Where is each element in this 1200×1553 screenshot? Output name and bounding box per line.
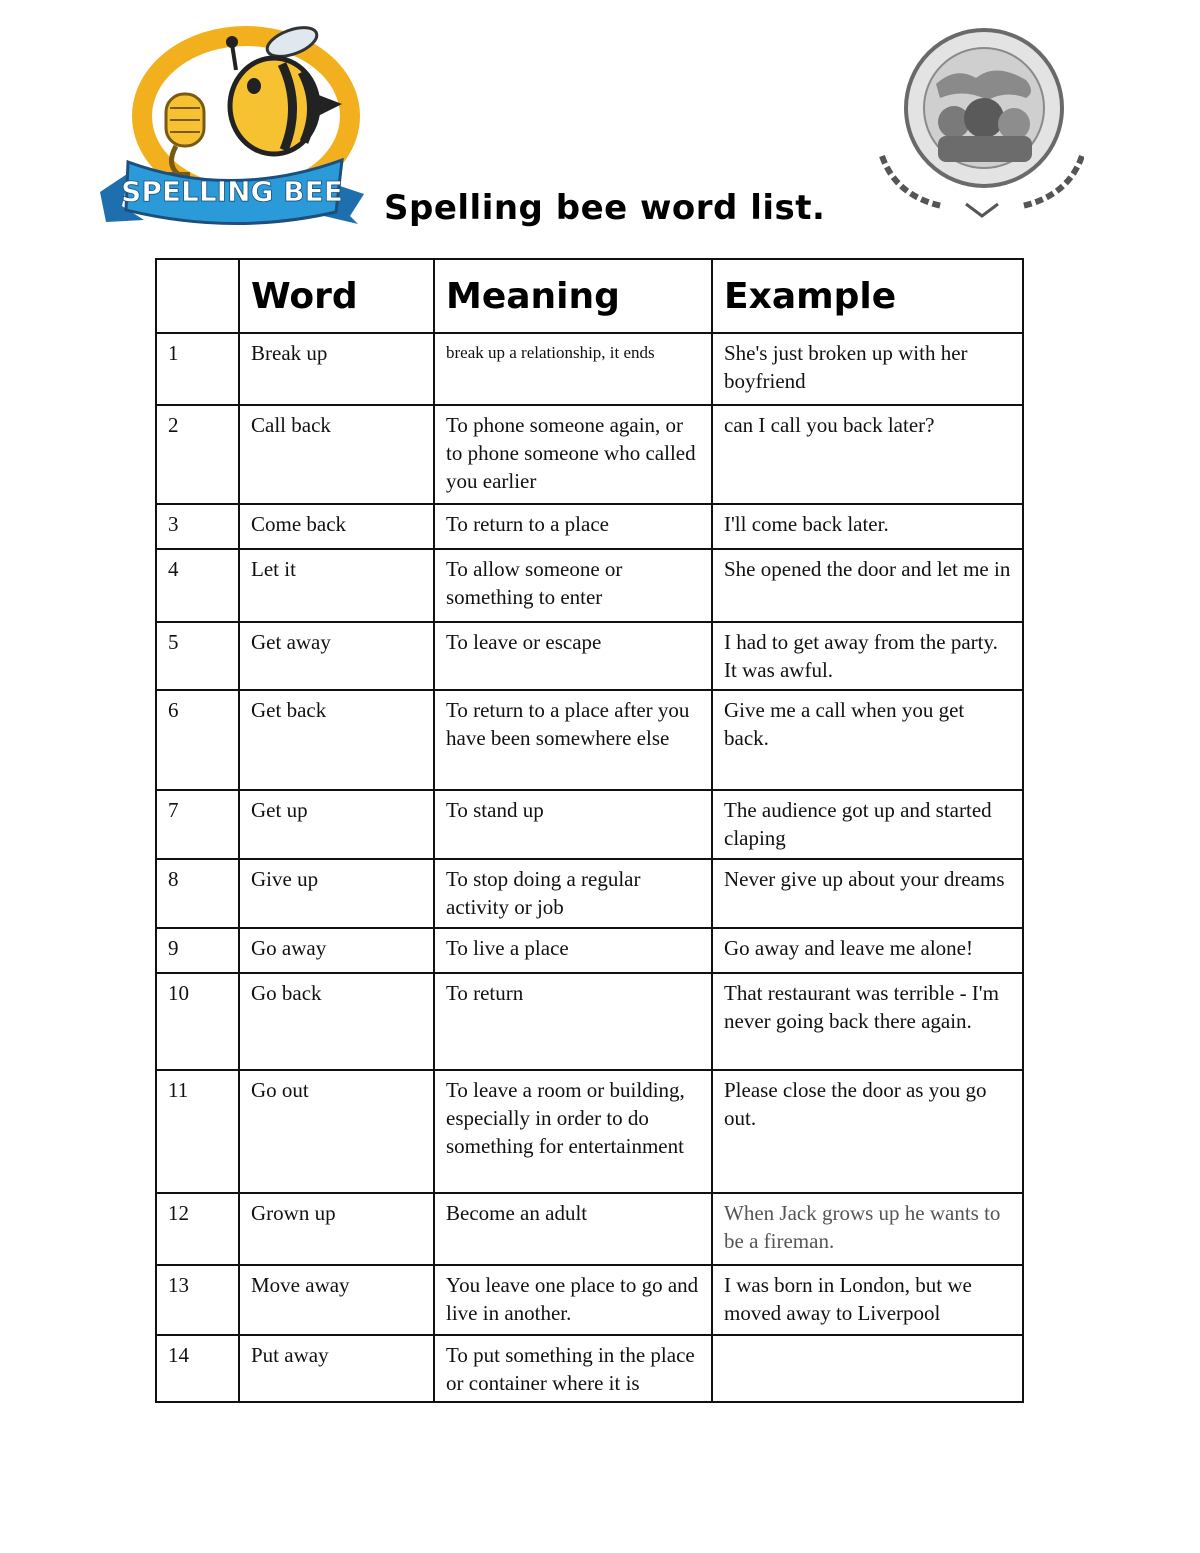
row-example: Give me a call when you get back.	[712, 690, 1023, 790]
row-word: Get back	[239, 690, 434, 790]
row-meaning: To return	[434, 973, 712, 1070]
row-number: 7	[156, 790, 239, 859]
row-meaning: To leave a room or building, especially in order to do something for entertainment	[434, 1070, 712, 1193]
row-word: Put away	[239, 1335, 434, 1402]
row-example: She's just broken up with her boyfriend	[712, 333, 1023, 405]
row-meaning: To put something in the place or container where it is	[434, 1335, 712, 1402]
table-row	[156, 859, 1023, 928]
table-row	[156, 1335, 1023, 1402]
header-meaning: Meaning	[434, 259, 712, 333]
row-word: Go out	[239, 1070, 434, 1193]
row-word: Break up	[239, 333, 434, 405]
table-row	[156, 790, 1023, 859]
svg-text:SPELLING BEE: SPELLING BEE	[121, 175, 343, 208]
row-meaning: To return to a place	[434, 504, 712, 549]
row-meaning: To return to a place after you have been somewhere else	[434, 690, 712, 790]
row-meaning: To stand up	[434, 790, 712, 859]
row-example: I'll come back later.	[712, 504, 1023, 549]
row-word: Go away	[239, 928, 434, 973]
row-example	[712, 1335, 1023, 1402]
row-example: Go away and leave me alone!	[712, 928, 1023, 973]
row-example: When Jack grows up he wants to be a fireman.	[712, 1193, 1023, 1265]
row-number: 9	[156, 928, 239, 973]
row-word: Come back	[239, 504, 434, 549]
row-meaning: You leave one place to go and live in another.	[434, 1265, 712, 1335]
row-example: Never give up about your dreams	[712, 859, 1023, 928]
row-meaning: To stop doing a regular activity or job	[434, 859, 712, 928]
header-word: Word	[239, 259, 434, 333]
header-number	[156, 259, 239, 333]
table-row	[156, 1265, 1023, 1335]
row-meaning: To live a place	[434, 928, 712, 973]
table-row	[156, 1193, 1023, 1265]
row-word: Go back	[239, 973, 434, 1070]
row-word: Move away	[239, 1265, 434, 1335]
row-example: She opened the door and let me in	[712, 549, 1023, 622]
row-word: Give up	[239, 859, 434, 928]
row-word: Let it	[239, 549, 434, 622]
table-row	[156, 549, 1023, 622]
table-row	[156, 333, 1023, 405]
row-example: That restaurant was terrible - I'm never going back there again.	[712, 973, 1023, 1070]
row-example: can I call you back later?	[712, 405, 1023, 504]
row-number: 6	[156, 690, 239, 790]
spelling-bee-logo	[96, 24, 368, 236]
row-number: 8	[156, 859, 239, 928]
table-header-row	[156, 259, 1023, 333]
row-word: Get up	[239, 790, 434, 859]
row-number: 14	[156, 1335, 239, 1402]
table-row	[156, 690, 1023, 790]
row-example: Please close the door as you go out.	[712, 1070, 1023, 1193]
row-number: 4	[156, 549, 239, 622]
row-number: 1	[156, 333, 239, 405]
row-number: 2	[156, 405, 239, 504]
row-number: 3	[156, 504, 239, 549]
row-number: 12	[156, 1193, 239, 1265]
row-meaning: Become an adult	[434, 1193, 712, 1265]
school-seal-icon	[876, 26, 1084, 222]
row-example: I had to get away from the party. It was awful.	[712, 622, 1023, 690]
table-row	[156, 405, 1023, 504]
row-meaning: To phone someone again, or to phone someone who called you earlier	[434, 405, 712, 504]
table-row	[156, 504, 1023, 549]
row-number: 11	[156, 1070, 239, 1193]
table-row	[156, 622, 1023, 690]
table-row	[156, 1070, 1023, 1193]
header-example: Example	[712, 259, 1023, 333]
row-number: 10	[156, 973, 239, 1070]
row-number: 5	[156, 622, 239, 690]
row-word: Grown up	[239, 1193, 434, 1265]
row-word: Get away	[239, 622, 434, 690]
row-example: I was born in London, but we moved away to Liverpool	[712, 1265, 1023, 1335]
word-list-table	[155, 258, 1024, 1403]
page-title: Spelling bee word list.	[384, 188, 826, 228]
row-meaning: To leave or escape	[434, 622, 712, 690]
row-number: 13	[156, 1265, 239, 1335]
table-row	[156, 928, 1023, 973]
row-meaning: break up a relationship, it ends	[434, 333, 712, 405]
row-word: Call back	[239, 405, 434, 504]
row-example: The audience got up and started claping	[712, 790, 1023, 859]
table-row	[156, 973, 1023, 1070]
row-meaning: To allow someone or something to enter	[434, 549, 712, 622]
